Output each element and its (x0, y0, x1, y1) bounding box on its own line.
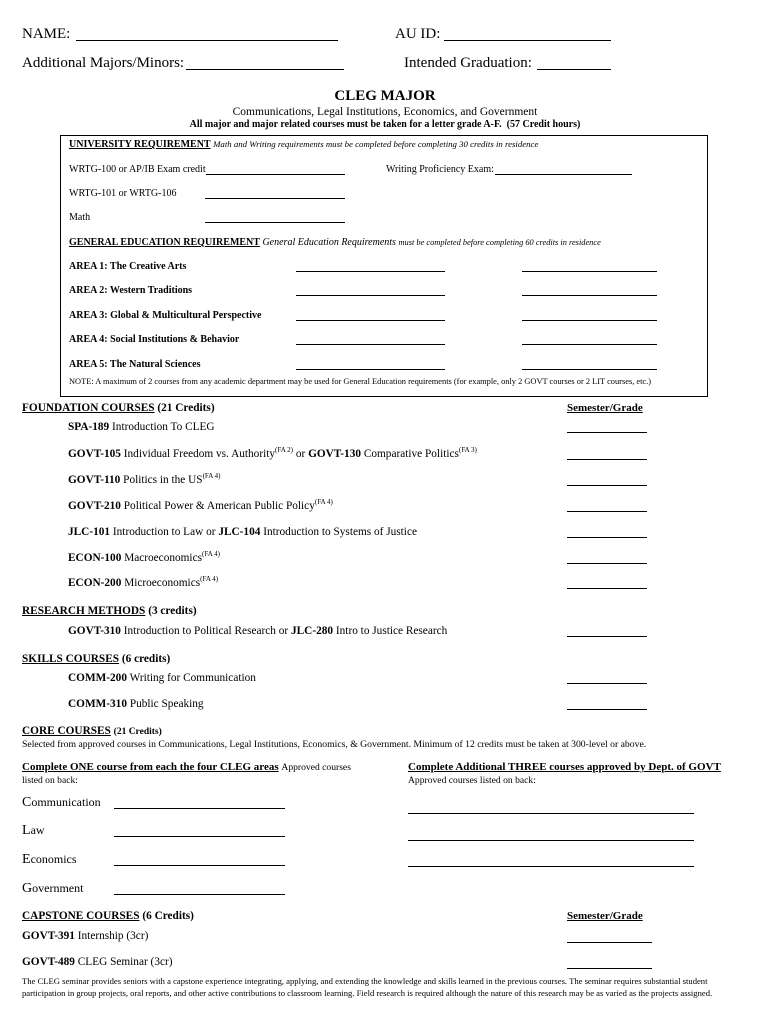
area-5-course-field-2[interactable] (522, 369, 657, 370)
gen-ed-note-rest: must be completed before completing 60 credits in residence (398, 237, 601, 247)
course-title: Writing for Communication (129, 671, 256, 684)
grade-field[interactable] (567, 636, 647, 637)
area-1-course-field-2[interactable] (522, 271, 657, 272)
writing-proficiency-label: Writing Proficiency Exam: (386, 163, 494, 175)
grade-field[interactable] (567, 588, 647, 589)
grade-field[interactable] (567, 683, 647, 684)
core-right-heading: Complete Additional THREE courses approved by Dept. of GOVT (408, 761, 721, 773)
page-subtitle: Communications, Legal Institutions, Economics, and Government (232, 106, 538, 118)
course-title: Macroeconomics (124, 551, 202, 564)
grade-field[interactable] (567, 968, 652, 969)
course-code: GOVT-310 (68, 624, 121, 637)
grade-requirement-note: All major and major related courses must be taken for a letter grade A-F. (57 Credit hours) (189, 119, 581, 130)
area-3-course-field-1[interactable] (296, 320, 445, 321)
gen-ed-area-1: AREA 1: The Creative Arts (69, 260, 187, 272)
course-title: Public Speaking (129, 697, 204, 710)
name-field[interactable] (76, 40, 338, 41)
core-additional-field-2[interactable] (408, 840, 694, 841)
writing-alt-label: WRTG-101 or WRTG-106 (69, 187, 177, 199)
graduation-field[interactable] (537, 69, 611, 70)
course-title: Introduction to Law (112, 525, 204, 538)
gen-ed-note-lead: General Education Requirements (262, 236, 396, 248)
area-2-course-field-1[interactable] (296, 295, 445, 296)
core-area-economics: Economics (22, 852, 77, 868)
fa-tag: (FA 2) (275, 445, 293, 454)
course-code: SPA-189 (68, 420, 110, 433)
fa-tag: (FA 4) (200, 574, 219, 583)
core-additional-field-1[interactable] (408, 813, 694, 814)
capstone-semester-grade-header: Semester/Grade (567, 910, 643, 922)
grade-field[interactable] (567, 709, 647, 710)
course-title: CLEG Seminar (3cr) (77, 955, 173, 968)
course-connector: or (295, 447, 306, 460)
grade-field[interactable] (567, 537, 647, 538)
core-credits: (21 Credits) (113, 726, 162, 737)
area-4-course-field-2[interactable] (522, 344, 657, 345)
core-area-law: Law (22, 823, 45, 839)
core-area-government: Government (22, 881, 84, 897)
math-label: Math (69, 211, 91, 223)
core-courses-header (22, 726, 162, 738)
grade-field[interactable] (567, 942, 652, 943)
writing-requirement-field[interactable] (206, 174, 345, 175)
fa-tag: (FA 4) (314, 497, 333, 506)
grade-field[interactable] (567, 563, 647, 564)
writing-requirement-label: WRTG-100 or AP/IB Exam credit (69, 163, 206, 175)
writing-alt-field[interactable] (205, 198, 345, 199)
core-description: Selected from approved courses in Communications, Legal Institutions, Economics, & Government. Minimum of 12 credits must be taken at 300-level or above. (22, 738, 647, 750)
course-alt-title: Intro to Justice Research (335, 624, 448, 637)
course-code: GOVT-391 (22, 929, 75, 942)
grade-field[interactable] (567, 511, 647, 512)
area-2-course-field-2[interactable] (522, 295, 657, 296)
course-row (22, 931, 148, 942)
foundation-heading: FOUNDATION COURSES (22, 402, 155, 414)
course-alt-code: JLC-280 (291, 624, 334, 637)
course-code: GOVT-110 (68, 473, 121, 486)
course-row (22, 957, 173, 968)
course-code: GOVT-210 (68, 499, 121, 512)
course-code: COMM-310 (68, 697, 127, 710)
capstone-credits: (6 Credits) (142, 909, 194, 922)
gen-ed-area-5: AREA 5: The Natural Sciences (69, 358, 201, 370)
core-left-note-continued: listed on back: (22, 774, 78, 786)
capstone-heading: CAPSTONE COURSES (22, 909, 140, 922)
course-row (68, 699, 204, 710)
page-title: CLEG MAJOR (334, 88, 436, 104)
grade-field[interactable] (567, 485, 647, 486)
course-row (68, 626, 447, 637)
writing-proficiency-field[interactable] (495, 174, 632, 175)
research-methods-header (22, 606, 197, 617)
course-code: GOVT-105 (68, 447, 121, 460)
course-connector: or (278, 624, 289, 637)
course-row (68, 471, 221, 486)
core-right-note: Approved courses listed on back: (408, 774, 536, 786)
area-4-course-field-1[interactable] (296, 344, 445, 345)
course-title: Internship (3cr) (77, 929, 149, 942)
research-methods-heading: RESEARCH METHODS (22, 604, 146, 617)
capstone-courses-header (22, 911, 194, 922)
fa-tag: (FA 4) (202, 471, 221, 480)
course-row (68, 549, 220, 564)
gen-ed-header (69, 238, 601, 248)
course-title: Political Power & American Public Policy (123, 499, 315, 512)
core-economics-field[interactable] (114, 865, 285, 866)
gen-ed-heading: GENERAL EDUCATION REQUIREMENT (69, 236, 260, 248)
area-5-course-field-1[interactable] (296, 369, 445, 370)
course-row (68, 527, 417, 538)
course-title: Microeconomics (124, 576, 201, 589)
semester-grade-header: Semester/Grade (567, 402, 643, 414)
core-communication-field[interactable] (114, 808, 285, 809)
course-row (68, 422, 215, 433)
fa-tag: (FA 4) (201, 549, 220, 558)
grade-field[interactable] (567, 459, 647, 460)
foundation-courses-header (22, 403, 215, 414)
course-title: Introduction to Political Research (123, 624, 276, 637)
core-additional-field-3[interactable] (408, 866, 694, 867)
majors-minors-label: Additional Majors/Minors: (22, 55, 185, 71)
gen-ed-area-3: AREA 3: Global & Multicultural Perspective (69, 309, 262, 321)
skills-courses-header (22, 654, 170, 665)
core-area-communication: Communication (22, 795, 101, 811)
core-government-field[interactable] (114, 894, 285, 895)
math-field[interactable] (205, 222, 345, 223)
capstone-description: The CLEG seminar provides seniors with a capstone experience integrating, applying, and extending the knowledge and skills learned in the previous courses. The seminar requires substantial student participation in group projects, oral reports, and other active contributions to classroom learning. Field research is required although the nature of this research may be as varied as the projects assigned. (22, 976, 713, 998)
course-row (68, 445, 477, 460)
gen-ed-footnote: NOTE: A maximum of 2 courses from any academic department may be used for General Education requirements (for example, only 2 GOVT courses or 2 LIT courses, etc.) (69, 377, 652, 387)
course-connector: or (206, 525, 216, 538)
core-left-heading: Complete ONE course from each the four CLEG areas (22, 761, 279, 773)
core-left-instructions (22, 762, 351, 773)
course-alt-code: GOVT-130 (308, 447, 361, 460)
area-1-course-field-1[interactable] (296, 271, 445, 272)
core-law-field[interactable] (114, 836, 285, 837)
course-row (68, 497, 333, 512)
university-requirement-note: Math and Writing requirements must be completed before completing 30 credits in residence (213, 139, 539, 149)
majors-minors-field[interactable] (186, 69, 344, 70)
core-heading: CORE COURSES (22, 724, 111, 737)
course-code: ECON-100 (68, 551, 122, 564)
course-code: COMM-200 (68, 671, 127, 684)
course-alt-title: Introduction to Systems of Justice (263, 525, 417, 538)
university-requirement-header (69, 140, 538, 150)
foundation-credits: (21 Credits) (157, 402, 215, 414)
skills-heading: SKILLS COURSES (22, 652, 120, 665)
gen-ed-area-2: AREA 2: Western Traditions (69, 284, 193, 296)
core-left-note: Approved courses (281, 762, 351, 773)
gen-ed-area-4: AREA 4: Social Institutions & Behavior (69, 333, 240, 345)
university-requirement-heading: UNIVERSITY REQUIREMENT (69, 139, 211, 150)
course-alt-title: Comparative Politics (363, 447, 459, 460)
course-title: Politics in the US (123, 473, 203, 486)
course-row (68, 574, 219, 589)
course-title: Introduction To CLEG (112, 420, 215, 433)
grade-field[interactable] (567, 432, 647, 433)
course-code: ECON-200 (68, 576, 122, 589)
skills-credits: (6 credits) (121, 652, 171, 665)
course-code: JLC-101 (68, 525, 111, 538)
course-code: GOVT-489 (22, 955, 75, 968)
course-title: Individual Freedom vs. Authority (123, 447, 276, 460)
research-methods-credits: (3 credits) (148, 604, 197, 617)
au-id-label: AU ID: (395, 26, 441, 42)
graduation-label: Intended Graduation: (404, 55, 532, 71)
name-label: NAME: (22, 26, 71, 42)
au-id-field[interactable] (444, 40, 611, 41)
area-3-course-field-2[interactable] (522, 320, 657, 321)
fa-tag: (FA 3) (458, 445, 477, 454)
course-row (68, 673, 256, 684)
course-alt-code: JLC-104 (218, 525, 261, 538)
